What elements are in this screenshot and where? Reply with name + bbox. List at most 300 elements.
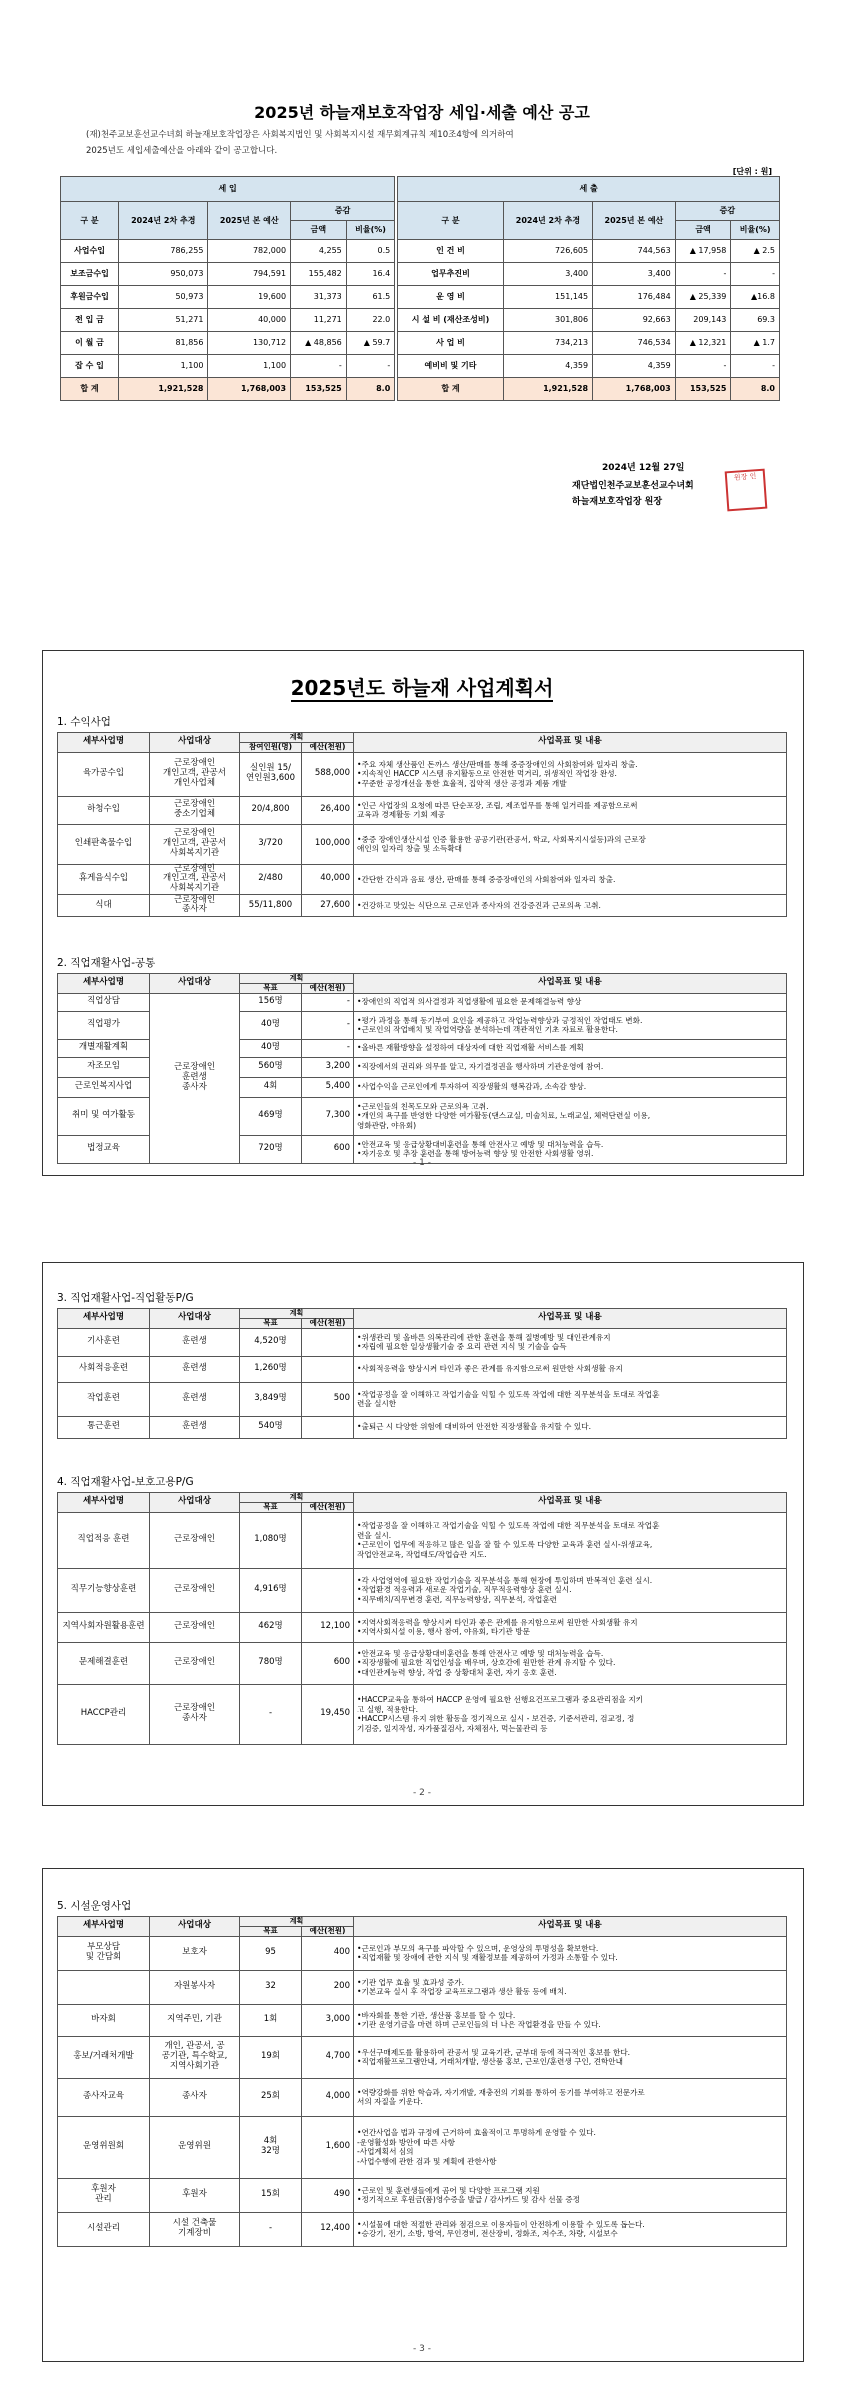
section-5-title: 5. 시설운영사업 <box>57 1900 132 1912</box>
plan-row-count: 4,520명 <box>240 1328 302 1356</box>
plan-row-target: 근로장애인 <box>150 1568 240 1612</box>
revenue-prev: 81,856 <box>119 332 208 355</box>
plan-row-name: 직업적응 훈련 <box>58 1512 150 1568</box>
plan-row-budget: 26,400 <box>302 796 354 824</box>
revenue-change-amount: - <box>291 355 347 378</box>
plan-row-budget <box>302 1356 354 1382</box>
section-4-title: 4. 직업재활사업-보호고용P/G <box>57 1476 194 1488</box>
plan-row-budget: - <box>302 1039 354 1057</box>
plan-row-count: 32 <box>240 1970 302 2004</box>
col-change: 증감 <box>675 202 779 221</box>
plan-row-count: 40명 <box>240 1039 302 1057</box>
plan-row <box>58 1512 787 1568</box>
expense-change-ratio: - <box>731 263 780 286</box>
hdr-budget: 예산(천원) <box>302 984 354 994</box>
hdr-objective: 사업목표 및 내용 <box>354 1493 787 1513</box>
hdr-target: 사업대상 <box>150 1917 240 1937</box>
plan-row-count: 4,916명 <box>240 1568 302 1612</box>
plan-row-target: 지역주민, 기관 <box>150 2004 240 2036</box>
org-director: 하늘재보호작업장 원장 <box>572 497 663 507</box>
plan-row-count: 20/4,800 <box>240 796 302 824</box>
plan-row-count: 15회 <box>240 2178 302 2212</box>
plan-row-objective: •HACCP교육을 통하여 HACCP 운영에 필요한 선행요건프로그램과 중요관리점을 지키 고 실행, 적용한다. •HACCP시스템 유지 위한 활동을 정기적으로 실시 - 보건증, 기준서관리, 검교정, 정 기검증, 일지작성, 자가품질검사, 자체점사, 먹는물관리 등 <box>354 1684 787 1744</box>
plan-row-budget: 600 <box>302 1642 354 1684</box>
col-main: 2025년 본 예산 <box>593 202 676 240</box>
plan-row-name: 직업평가 <box>58 1011 150 1039</box>
revenue-change-ratio: 61.5 <box>346 286 395 309</box>
expense-change-amount: - <box>675 355 731 378</box>
plan-row <box>58 1612 787 1642</box>
revenue-main: 1,768,003 <box>208 378 291 401</box>
plan-row-target: 근로장애인 개인고객, 관공서 사회복지기관 <box>150 864 240 894</box>
section-3-title: 3. 직업재활사업-직업활동P/G <box>57 1292 194 1304</box>
plan-row-budget: - <box>302 1011 354 1039</box>
plan-row-budget: 5,400 <box>302 1077 354 1097</box>
revenue-prev: 1,921,528 <box>119 378 208 401</box>
hdr-budget: 예산(천원) <box>302 743 354 753</box>
plan-row <box>58 1328 787 1356</box>
revenue-change-amount: 31,373 <box>291 286 347 309</box>
plan-row-objective: •기관 업무 효율 및 효과성 증가. •기본교육 실시 후 작업장 교육프로그램과 생산 활동 등에 배치. <box>354 1970 787 2004</box>
col-amount: 금액 <box>291 221 347 240</box>
plan-row-name <box>58 1970 150 2004</box>
budget-row <box>61 263 780 286</box>
hdr-plan: 계획 <box>240 1917 354 1927</box>
plan-row-target: 근로장애인 개인고객, 관공서 사회복지기관 <box>150 824 240 864</box>
budget-body <box>61 240 780 401</box>
plan-row-name: 사회적응훈련 <box>58 1356 150 1382</box>
expense-category: 시 설 비 (재산조성비) <box>398 309 503 332</box>
hdr-goal: 목표 <box>240 1319 302 1329</box>
plan-row-count: 2/480 <box>240 864 302 894</box>
plan-row-name: 기사훈련 <box>58 1328 150 1356</box>
expense-category: 운 영 비 <box>398 286 503 309</box>
expense-main: 744,563 <box>593 240 676 263</box>
plan-row-objective: •각 사업영역에 필요한 작업기술을 직무분석을 통해 현장에 투입하며 반복적인 훈련 실시. •작업환경 적응력과 새로운 작업기술, 직무적응력향상 훈련 실시. •직무배치/직무변경 훈련, 직무능력향상, 직무분석, 작업훈련 <box>354 1568 787 1612</box>
section-4-table <box>57 1492 787 1745</box>
plan-row-objective: •지역사회적응력을 향상시켜 타인과 좋은 관계를 유지함으로써 원만한 사회생활 유지 •지역사회시설 이용, 행사 참여, 야유회, 타기관 방문 <box>354 1612 787 1642</box>
revenue-change-ratio: 0.5 <box>346 240 395 263</box>
plan-row-budget: 100,000 <box>302 824 354 864</box>
revenue-prev: 1,100 <box>119 355 208 378</box>
plan-row-objective: •작업공정을 잘 이해하고 작업기술을 익힐 수 있도록 작업에 대한 직무분석을 토대로 작업훈 련을 실시. •근로인이 업무에 적응하고 많은 일을 잘 할 수 있도록 다양한 교육과 훈련 실시-위생교육, 작업안전교육, 작업태도/작업습관 지도. <box>354 1512 787 1568</box>
hdr-type: 세부사업명 <box>58 974 150 994</box>
plan-row <box>58 2116 787 2178</box>
plan-row-count: 1회 <box>240 2004 302 2036</box>
plan-row <box>58 796 787 824</box>
plan-row-budget: 200 <box>302 1970 354 2004</box>
revenue-main: 794,591 <box>208 263 291 286</box>
plan-row-name: 지역사회자원활용훈련 <box>58 1612 150 1642</box>
plan-row-count: - <box>240 1684 302 1744</box>
col-change: 증감 <box>291 202 395 221</box>
expense-prev: 1,921,528 <box>503 378 592 401</box>
revenue-main: 40,000 <box>208 309 291 332</box>
expense-change-ratio: ▲16.8 <box>731 286 780 309</box>
revenue-category: 사업수입 <box>61 240 119 263</box>
plan-row-target: 보호자 <box>150 1936 240 1970</box>
col-main: 2025년 본 예산 <box>208 202 291 240</box>
plan-row-target: 근로장애인 <box>150 1512 240 1568</box>
plan-row-target: 근로장애인 개인고객, 관공서 개인사업체 <box>150 752 240 796</box>
plan-row-name: 바자회 <box>58 2004 150 2036</box>
budget-row <box>61 378 780 401</box>
plan-row-name: 휴게음식수입 <box>58 864 150 894</box>
plan-row <box>58 1684 787 1744</box>
expense-change-ratio: 69.3 <box>731 309 780 332</box>
revenue-category: 전 입 금 <box>61 309 119 332</box>
hdr-target: 사업대상 <box>150 1493 240 1513</box>
plan-row-objective: •근로인과 부모의 욕구를 파악할 수 있으며, 운영상의 투명성을 확보한다. •직업재활 및 장애에 관한 지식 및 재활정보를 제공하여 가정과 소통할 수 있다. <box>354 1936 787 1970</box>
expense-category: 예비비 및 기타 <box>398 355 503 378</box>
plan-row-target: 시설 건축물 기계장비 <box>150 2212 240 2246</box>
plan-row <box>58 752 787 796</box>
plan-row-budget: 500 <box>302 1382 354 1416</box>
hdr-goal: 목표 <box>240 1503 302 1513</box>
plan-row-count: 720명 <box>240 1135 302 1163</box>
plan-row-budget: 4,000 <box>302 2078 354 2116</box>
hdr-objective: 사업목표 및 내용 <box>354 733 787 753</box>
section-2-table <box>57 973 787 1164</box>
section-3-table <box>57 1308 787 1439</box>
budget-row <box>61 355 780 378</box>
section-2-title: 2. 직업재활사업-공통 <box>57 957 156 969</box>
plan-row-count: 469명 <box>240 1097 302 1135</box>
plan-row-budget: 3,200 <box>302 1057 354 1077</box>
plan-row-count: 156명 <box>240 993 302 1011</box>
hdr-budget: 예산(천원) <box>302 1927 354 1937</box>
hdr-budget: 예산(천원) <box>302 1319 354 1329</box>
plan-row-budget <box>302 1328 354 1356</box>
expense-prev: 734,213 <box>503 332 592 355</box>
plan-row-count: 95 <box>240 1936 302 1970</box>
plan-row <box>58 864 787 894</box>
revenue-main: 19,600 <box>208 286 291 309</box>
plan-row-name: 직업상담 <box>58 993 150 1011</box>
section-1-table <box>57 732 787 917</box>
expense-category: 합 계 <box>398 378 503 401</box>
col-category: 구 분 <box>398 202 503 240</box>
expense-main: 92,663 <box>593 309 676 332</box>
plan-row-name: 시설관리 <box>58 2212 150 2246</box>
hdr-type: 세부사업명 <box>58 1493 150 1513</box>
revenue-main: 1,100 <box>208 355 291 378</box>
plan-row-count: 55/11,800 <box>240 894 302 916</box>
revenue-prev: 51,271 <box>119 309 208 332</box>
plan-row-target: 근로장애인 종사자 <box>150 1684 240 1744</box>
hdr-type: 세부사업명 <box>58 1309 150 1329</box>
plan-title: 2025년도 하늘재 사업계획서 <box>290 676 554 700</box>
plan-row-name: 문제해결훈련 <box>58 1642 150 1684</box>
plan-row <box>58 2178 787 2212</box>
plan-row-budget <box>302 1416 354 1438</box>
plan-row-objective: •평가 과정을 통해 동기부여 요인을 제공하고 작업능력향상과 긍정적인 작업태도 변화. •근로인의 작업배치 및 작업역량을 분석하는데 객관적인 기초 자료로 활용한다. <box>354 1011 787 1039</box>
plan-row-target: 운영위원 <box>150 2116 240 2178</box>
col-prev: 2024년 2차 추경 <box>503 202 592 240</box>
plan-row-name: 통근훈련 <box>58 1416 150 1438</box>
revenue-change-ratio: 22.0 <box>346 309 395 332</box>
plan-row-objective: •직장에서의 권리와 의무를 알고, 자기결정권을 행사하며 기관운영에 참여. <box>354 1057 787 1077</box>
official-seal: 원장 인 <box>725 469 768 512</box>
plan-row-target: 근로장애인 <box>150 1612 240 1642</box>
plan-row-count: 25회 <box>240 2078 302 2116</box>
plan-row-objective: •연간사업을 법과 규정에 근거하여 효율적이고 투명하게 운영할 수 있다. -운영활성화 방안에 따른 사항 -사업계획서 심의 -사업수행에 관한 검과 및 계획에 관한사항 <box>354 2116 787 2178</box>
revenue-main: 130,712 <box>208 332 291 355</box>
plan-row-name: 직무기능향상훈련 <box>58 1568 150 1612</box>
plan-row-name: 육가공수입 <box>58 752 150 796</box>
plan-row-target: 근로장애인 <box>150 1642 240 1684</box>
revenue-change-ratio: 16.4 <box>346 263 395 286</box>
plan-row-count: 3,849명 <box>240 1382 302 1416</box>
plan-row-budget: 19,450 <box>302 1684 354 1744</box>
revenue-header: 세 입 <box>61 177 395 202</box>
plan-row-name: 자조모임 <box>58 1057 150 1077</box>
expense-change-ratio: ▲ 2.5 <box>731 240 780 263</box>
section-5-table <box>57 1916 787 2247</box>
col-prev: 2024년 2차 추경 <box>119 202 208 240</box>
plan-row-name: 운영위원회 <box>58 2116 150 2178</box>
expense-prev: 726,605 <box>503 240 592 263</box>
plan-row-count: 560명 <box>240 1057 302 1077</box>
revenue-category: 보조금수입 <box>61 263 119 286</box>
hdr-goal: 목표 <box>240 1927 302 1937</box>
budget-row <box>61 240 780 263</box>
expense-prev: 3,400 <box>503 263 592 286</box>
plan-row-budget <box>302 1568 354 1612</box>
plan-row-objective: •사회적응력을 향상시켜 타인과 좋은 관계를 유지함으로써 원만한 사회생활 유지 <box>354 1356 787 1382</box>
plan-row <box>58 1970 787 2004</box>
plan-row-name: 부모상담 및 간담회 <box>58 1936 150 1970</box>
plan-row-name: 식대 <box>58 894 150 916</box>
org-name: 재단법인천주교보훈선교수녀회 <box>572 481 694 491</box>
hdr-target: 사업대상 <box>150 1309 240 1329</box>
plan-row-budget: 490 <box>302 2178 354 2212</box>
plan-row <box>58 2004 787 2036</box>
expense-category: 인 건 비 <box>398 240 503 263</box>
hdr-type: 세부사업명 <box>58 733 150 753</box>
revenue-change-amount: 153,525 <box>291 378 347 401</box>
revenue-change-amount: 155,482 <box>291 263 347 286</box>
plan-row-target: 근로장애인 중소기업체 <box>150 796 240 824</box>
expense-change-ratio: - <box>731 355 780 378</box>
col-ratio: 비율(%) <box>731 221 780 240</box>
expense-change-amount: 209,143 <box>675 309 731 332</box>
plan-row <box>58 2078 787 2116</box>
plan-row-objective: •중증 장애인생산시설 인증 활용한 공공기관(관공서, 학교, 사회복지시설등)과의 근로장 애인의 일자리 창출 및 소득확대 <box>354 824 787 864</box>
revenue-change-ratio: 8.0 <box>346 378 395 401</box>
revenue-prev: 50,973 <box>119 286 208 309</box>
plan-row-objective: •출퇴근 시 다양한 위험에 대비하여 안전한 직장생활을 유지할 수 있다. <box>354 1416 787 1438</box>
expense-change-amount: 153,525 <box>675 378 731 401</box>
plan-row-objective: •역량강화를 위한 학습과, 자기개발, 재충전의 기회를 통하여 동기를 부여하고 전문가로 서의 자질을 키운다. <box>354 2078 787 2116</box>
plan-row-count: 19회 <box>240 2036 302 2078</box>
plan-row-budget: 7,300 <box>302 1097 354 1135</box>
expense-prev: 151,145 <box>503 286 592 309</box>
plan-row-objective: •근로인 및 훈련생들에게 곰어 및 다양한 프로그램 지원 •정기적으로 후원금(품)영수증을 발급 / 감사카드 및 감사 선물 증정 <box>354 2178 787 2212</box>
budget-intro-line2: 2025년도 세입세출예산을 아래와 같이 공고합니다. <box>86 146 278 156</box>
plan-row-objective: •주요 자체 생산품인 돈까스 생산/판매를 통해 중증장애인의 사회참여와 일자리 창출. •지속적인 HACCP 시스템 유지활동으로 안전한 먹거리, 위생적인 작업장 완성. •꾸준한 공정개선을 통한 효율적, 집약적 생산 공정과 제품 개발 <box>354 752 787 796</box>
hdr-plan: 계획 <box>240 733 354 743</box>
plan-row-budget: 12,100 <box>302 1612 354 1642</box>
expense-change-amount: ▲ 25,339 <box>675 286 731 309</box>
hdr-goal: 목표 <box>240 984 302 994</box>
plan-row-count: 4회 <box>240 1077 302 1097</box>
plan-row-objective: •안전교육 및 응급상황대비훈련을 통해 안전사고 예방 및 대처능력을 습득. •직장생활에 필요한 직업인성을 배우며, 상호간에 원만한 관계 유지할 수 있다. •대인관계능력 향상, 작업 중 상황대처 훈련, 자기 옹호 훈련. <box>354 1642 787 1684</box>
plan-row <box>58 1642 787 1684</box>
expense-main: 176,484 <box>593 286 676 309</box>
plan-row-count: 4회 32명 <box>240 2116 302 2178</box>
expense-change-ratio: ▲ 1.7 <box>731 332 780 355</box>
plan-row-budget: 4,700 <box>302 2036 354 2078</box>
plan-row-target: 훈련생 <box>150 1382 240 1416</box>
plan-row-target: 훈련생 <box>150 1356 240 1382</box>
hdr-plan: 계획 <box>240 1309 354 1319</box>
plan-row-name: 종사자교육 <box>58 2078 150 2116</box>
revenue-change-amount: ▲ 48,856 <box>291 332 347 355</box>
page-number-2: - 2 - <box>413 1788 431 1798</box>
plan-row-count: 40명 <box>240 1011 302 1039</box>
expense-change-amount: ▲ 17,958 <box>675 240 731 263</box>
plan-row-objective: •안전교육 및 응급상황대비훈련을 통해 안전사고 예방 및 대처능력을 습득. •자기옹호 및 추장 훈련을 통해 방어능력 향상 및 안전한 사회생활 영위. <box>354 1135 787 1163</box>
revenue-change-ratio: ▲ 59.7 <box>346 332 395 355</box>
hdr-objective: 사업목표 및 내용 <box>354 974 787 994</box>
plan-row <box>58 2212 787 2246</box>
plan-row-budget: 3,000 <box>302 2004 354 2036</box>
expense-prev: 4,359 <box>503 355 592 378</box>
hdr-objective: 사업목표 및 내용 <box>354 1917 787 1937</box>
plan-row-name: 후원자 관리 <box>58 2178 150 2212</box>
notice-date: 2024년 12월 27일 <box>602 463 685 473</box>
plan-row-objective: •장애인의 직업적 의사결정과 직업생활에 필요한 문제해결능력 향상 <box>354 993 787 1011</box>
plan-row-objective: •올바른 재활방향을 설정하여 대상자에 대한 직업재활 서비스를 계획 <box>354 1039 787 1057</box>
expense-main: 746,534 <box>593 332 676 355</box>
plan-row <box>58 1416 787 1438</box>
revenue-main: 782,000 <box>208 240 291 263</box>
plan-row-target: 종사자 <box>150 2078 240 2116</box>
hdr-budget: 예산(천원) <box>302 1503 354 1513</box>
unit-label: [단위 : 원] <box>732 167 772 176</box>
revenue-category: 이 월 금 <box>61 332 119 355</box>
expense-category: 업무추진비 <box>398 263 503 286</box>
plan-row-count: 462명 <box>240 1612 302 1642</box>
plan-row <box>58 1382 787 1416</box>
plan-row-budget: - <box>302 993 354 1011</box>
revenue-change-amount: 11,271 <box>291 309 347 332</box>
plan-row-budget: 1,600 <box>302 2116 354 2178</box>
expense-category: 사 업 비 <box>398 332 503 355</box>
col-ratio: 비율(%) <box>346 221 395 240</box>
revenue-change-ratio: - <box>346 355 395 378</box>
plan-row-name: 근로인복지사업 <box>58 1077 150 1097</box>
plan-row-objective: •인근 사업장의 요청에 따른 단순포장, 조립, 제조업무를 통해 일거리를 제공함으로써 교육과 경제활동 기회 제공 <box>354 796 787 824</box>
expense-change-amount: - <box>675 263 731 286</box>
plan-row <box>58 894 787 916</box>
page-number-3: - 3 - <box>413 2344 431 2354</box>
plan-row-budget: 27,600 <box>302 894 354 916</box>
page-number-1: - 1 - <box>413 1158 431 1168</box>
plan-row-budget: 12,400 <box>302 2212 354 2246</box>
expense-prev: 301,806 <box>503 309 592 332</box>
plan-row-target: 근로장애인 종사자 <box>150 894 240 916</box>
hdr-plan: 계획 <box>240 1493 354 1503</box>
plan-row-name: 취미 및 여가활동 <box>58 1097 150 1135</box>
plan-row-count: 3/720 <box>240 824 302 864</box>
plan-row-budget: 400 <box>302 1936 354 1970</box>
revenue-prev: 950,073 <box>119 263 208 286</box>
plan-row-name: HACCP관리 <box>58 1684 150 1744</box>
hdr-plan: 계획 <box>240 974 354 984</box>
plan-row-count: 실인원 15/ 연인원3,600 <box>240 752 302 796</box>
plan-row-budget: 600 <box>302 1135 354 1163</box>
plan-row-count: - <box>240 2212 302 2246</box>
hdr-objective: 사업목표 및 내용 <box>354 1309 787 1329</box>
budget-row <box>61 332 780 355</box>
plan-row-budget: 588,000 <box>302 752 354 796</box>
plan-row-objective: •시설물에 대한 적절한 관리와 점검으로 이용자들이 안전하게 이용할 수 있도록 돕는다. •승강기, 전기, 소방, 방역, 무인경비, 전산장비, 정화조, 저수조, 차량, 시설보수 <box>354 2212 787 2246</box>
budget-intro-line1: (재)천주교보훈선교수녀회 하늘재보호작업장은 사회복지법인 및 사회복지시설 재무회계규칙 제10조4항에 의거하여 <box>86 130 514 140</box>
expense-main: 3,400 <box>593 263 676 286</box>
plan-row-name: 법정교육 <box>58 1135 150 1163</box>
plan-row-objective: •작업공정을 잘 이해하고 작업기술을 익힐 수 있도록 작업에 대한 직무분석을 토대로 작업훈 련을 실시한 <box>354 1382 787 1416</box>
revenue-category: 후원금수입 <box>61 286 119 309</box>
expense-change-amount: ▲ 12,321 <box>675 332 731 355</box>
plan-row <box>58 1356 787 1382</box>
revenue-category: 잡 수 입 <box>61 355 119 378</box>
revenue-prev: 786,255 <box>119 240 208 263</box>
plan-row-budget <box>302 1512 354 1568</box>
plan-row-name: 인쇄판촉물수입 <box>58 824 150 864</box>
plan-row <box>58 1936 787 1970</box>
plan-row-objective: •우선구매제도를 활용하여 관공서 및 교육기관, 군부대 등에 적극적인 홍보를 한다. •직업재활프로그램안내, 거래처개발, 생산품 홍보, 근로인/훈련생 구인, 견학안내 <box>354 2036 787 2078</box>
budget-row <box>61 309 780 332</box>
plan-row-name: 개별재활계획 <box>58 1039 150 1057</box>
plan-row <box>58 2036 787 2078</box>
plan-row-target: 후원자 <box>150 2178 240 2212</box>
expense-main: 1,768,003 <box>593 378 676 401</box>
col-category: 구 분 <box>61 202 119 240</box>
expense-change-ratio: 8.0 <box>731 378 780 401</box>
hdr-type: 세부사업명 <box>58 1917 150 1937</box>
section-1-title: 1. 수익사업 <box>57 716 111 728</box>
plan-row-objective: •간단한 간식과 음료 생산, 판매를 통해 중증장애인의 사회참여와 일자리 창출. <box>354 864 787 894</box>
plan-row-name: 작업훈련 <box>58 1382 150 1416</box>
plan-row-target: 훈련생 <box>150 1416 240 1438</box>
hdr-target: 사업대상 <box>150 974 240 994</box>
plan-row-count: 1,080명 <box>240 1512 302 1568</box>
plan-row-target: 개인, 관공서, 공 공기관, 특수학교, 지역사회기관 <box>150 2036 240 2078</box>
plan-row-target: 훈련생 <box>150 1328 240 1356</box>
hdr-count: 참여인원(명) <box>240 743 302 753</box>
plan-row-count: 780명 <box>240 1642 302 1684</box>
plan-row <box>58 824 787 864</box>
plan-row <box>58 993 787 1011</box>
plan-row-objective: •바자회를 통한 기관, 생산품 홍보를 할 수 있다. •기관 운영기금을 마련 하며 근로인들의 더 나은 작업환경을 만들 수 있다. <box>354 2004 787 2036</box>
budget-row <box>61 286 780 309</box>
plan-row-name: 하청수입 <box>58 796 150 824</box>
plan-row-target: 자원봉사자 <box>150 1970 240 2004</box>
hdr-target: 사업대상 <box>150 733 240 753</box>
col-amount: 금액 <box>675 221 731 240</box>
expense-main: 4,359 <box>593 355 676 378</box>
plan-row-budget: 40,000 <box>302 864 354 894</box>
plan-row-objective: •근로인들의 친목도모와 근로의욕 고취. •개인의 욕구를 반영한 다양한 여가활동(댄스교실, 미술치료, 노래교실, 체력단련실 이용, 영화관람, 야유회) <box>354 1097 787 1135</box>
plan-row-count: 540명 <box>240 1416 302 1438</box>
expense-header: 세 출 <box>398 177 780 202</box>
budget-title: 2025년 하늘재보호작업장 세입·세출 예산 공고 <box>254 103 590 122</box>
plan-row-name: 홍보/거래처개발 <box>58 2036 150 2078</box>
plan-row <box>58 1568 787 1612</box>
plan-row-objective: •건강하고 맛있는 식단으로 근로인과 종사자의 건강증진과 근로의욕 고취. <box>354 894 787 916</box>
